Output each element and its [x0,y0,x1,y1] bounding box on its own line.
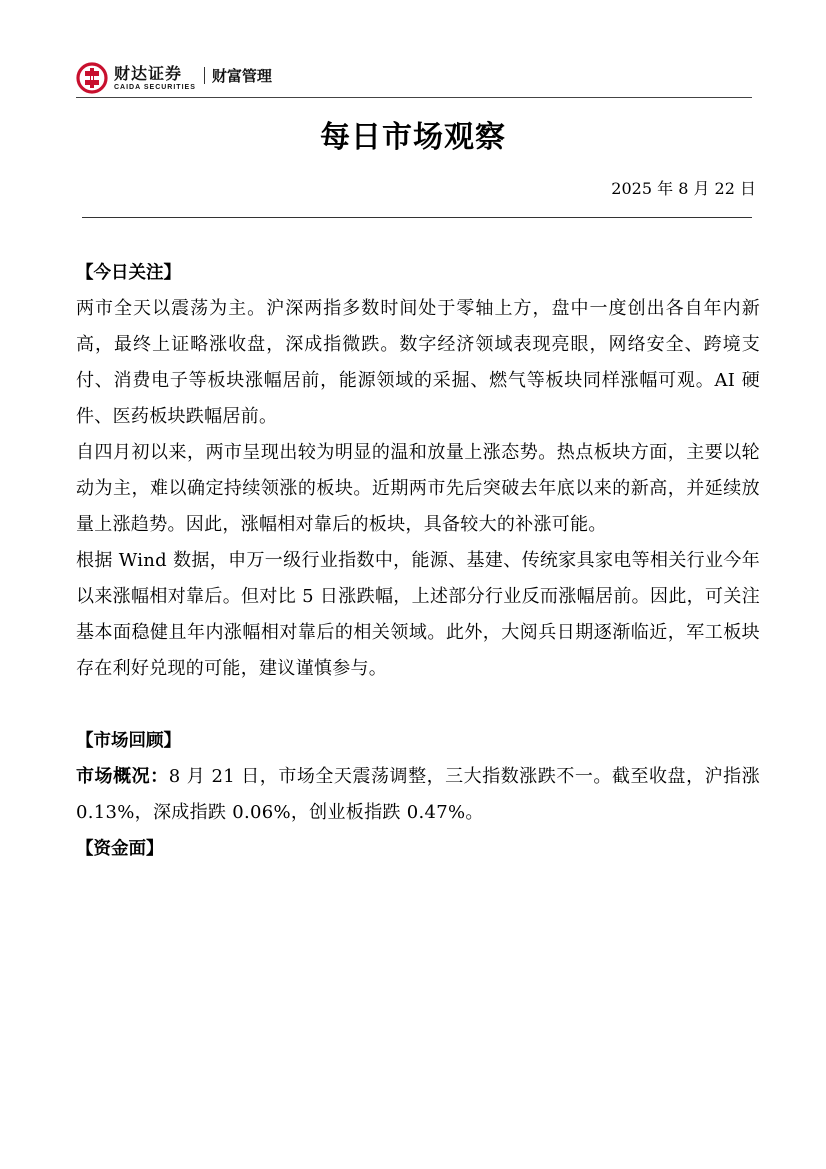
review-paragraph [76,759,760,831]
date-rule [82,217,752,218]
brand-name-cn: 财达证券 [114,63,183,83]
brand-logo [76,60,272,96]
document-date: 2025 年 8 月 22 日 [611,179,756,198]
document-title: 每日市场观察 [320,120,506,155]
focus-paragraph: 根据 Wind 数据，申万一级行业指数中，能源、基建、传统家具家电等相关行业今年以来涨幅相对靠后。但对比 5 日涨跌幅，上述部分行业反而涨幅居前。因此，可关注基本面稳健且年内涨幅相对靠后的相关领域。此外，大阅兵日期逐渐临近，军工板块存在利好兑现的可能，建议谨慎参与。 [76,550,760,679]
header-rule [76,97,752,98]
spacer [76,687,760,723]
review-lead: 市场概况： [76,766,169,787]
sub-brand: 财富管理 [211,67,272,85]
section-heading-review: 【市场回顾】 [76,731,181,751]
focus-paragraph: 两市全天以震荡为主。沪深两指多数时间处于零轴上方，盘中一度创出各自年内新高，最终上证略涨收盘，深成指微跌。数字经济领域表现亮眼，网络安全、跨境支付、消费电子等板块涨幅居前，能源领域的采掘、燃气等板块同样涨幅可观。AI 硬件、医药板块跌幅居前。 [76,298,760,427]
brand-text [114,65,196,92]
section-heading-funds: 【资金面】 [76,839,164,859]
focus-paragraph: 自四月初以来，两市呈现出较为明显的温和放量上涨态势。热点板块方面，主要以轮动为主，难以确定持续领涨的板块。近期两市先后突破去年底以来的新高，并延续放量上涨趋势。因此，涨幅相对靠后的板块，具备较大的补涨可能。 [76,442,760,535]
review-text: 8 月 21 日，市场全天震荡调整，三大指数涨跌不一。截至收盘，沪指涨 0.13%，深成指跌 0.06%，创业板指跌 0.47%。 [76,766,760,823]
brand-divider [204,67,205,84]
document-body [76,255,760,867]
brand-name-en: CAIDA SECURITIES [114,83,196,91]
caida-logo-icon [76,62,108,94]
section-heading-focus: 【今日关注】 [76,263,181,283]
